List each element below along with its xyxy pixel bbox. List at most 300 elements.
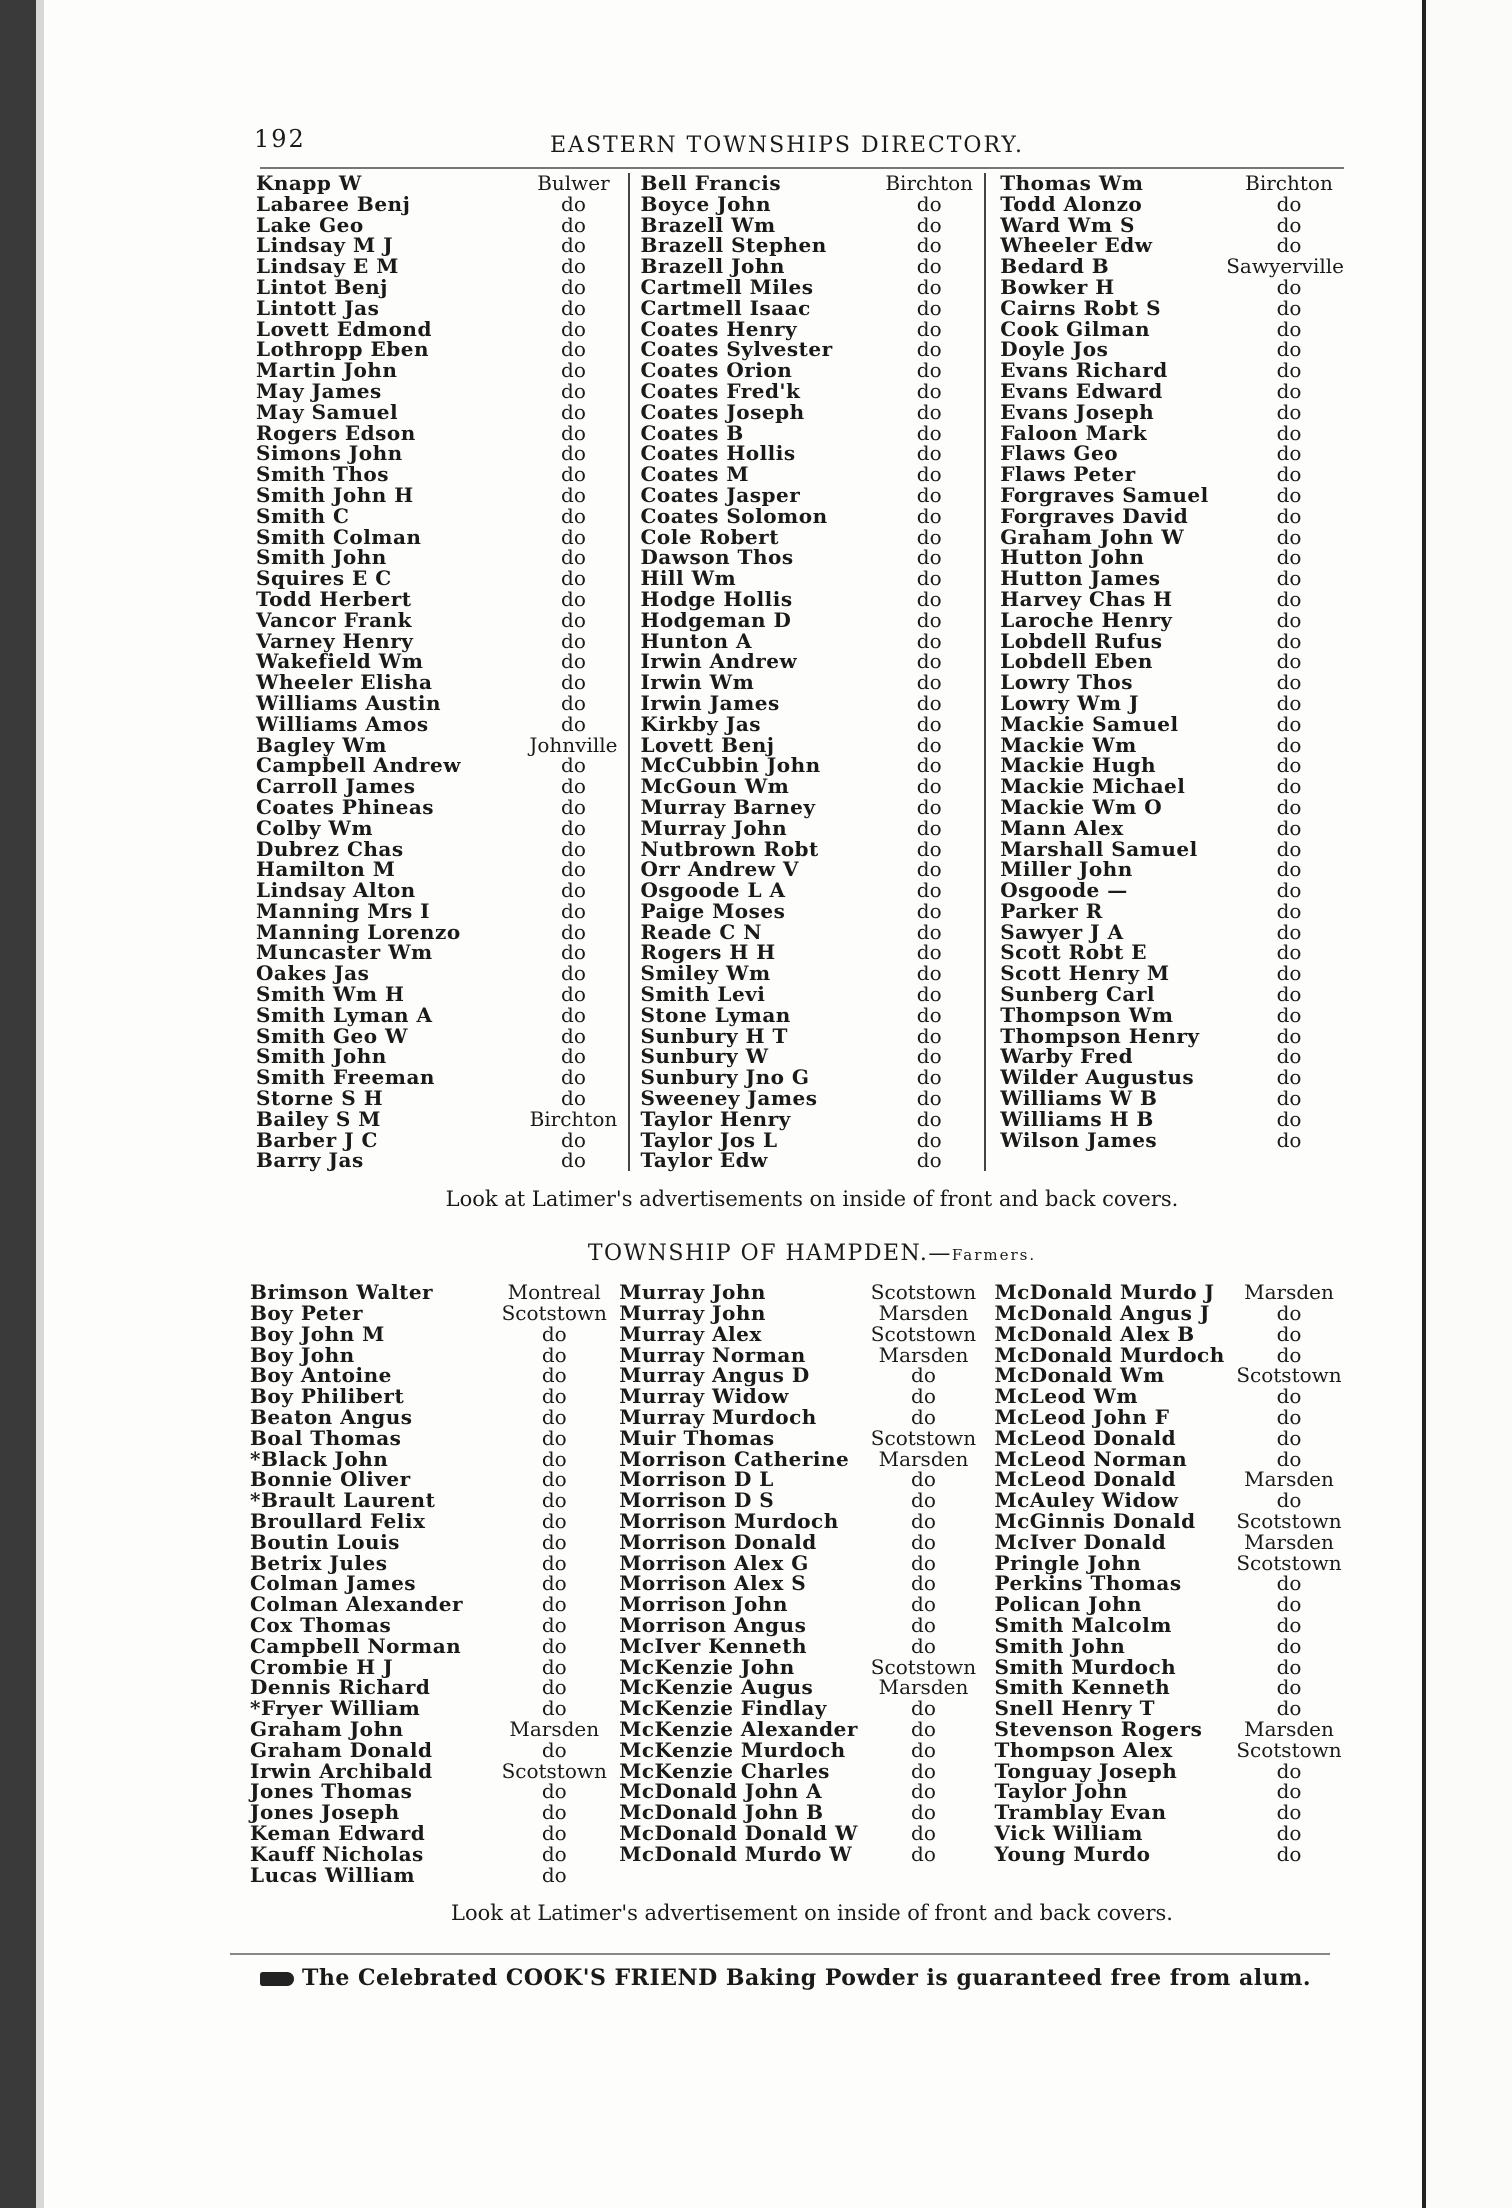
entry-place: do (541, 1321, 567, 1346)
entry-name: Dubrez Chas (256, 836, 404, 861)
entry-name: Paige Moses (640, 898, 786, 923)
entry-name: *Brault Laurent (250, 1488, 436, 1513)
entry-place: do (911, 1550, 936, 1575)
entry-place: do (1276, 212, 1302, 237)
directory-entry (1000, 274, 1344, 299)
entry-place: Birchton (1245, 171, 1333, 195)
directory-entry (640, 191, 984, 216)
directory-entry (250, 1758, 609, 1783)
directory-entry (640, 1023, 984, 1048)
directory-entry (256, 836, 628, 861)
entry-name: Brazell Stephen (640, 233, 827, 258)
directory-entry (994, 1550, 1344, 1575)
directory-entry (1000, 880, 1344, 901)
entry-place: do (911, 1613, 936, 1637)
directory-entry (256, 1046, 628, 1067)
entry-place: do (1276, 1405, 1302, 1430)
entry-place: do (916, 233, 942, 258)
directory-entry (1000, 568, 1344, 589)
entry-name: Williams W B (1000, 1086, 1158, 1111)
directory-entry (1000, 776, 1344, 797)
entry-name: Crombie H J (250, 1654, 394, 1679)
directory-entry (640, 607, 984, 632)
directory-entry (994, 1698, 1344, 1719)
entry-name: *Black John (250, 1446, 389, 1471)
entry-name: Broullard Felix (250, 1509, 426, 1534)
entry-name: McLeod Norman (994, 1446, 1188, 1471)
entry-place: Scotstown (1236, 1737, 1342, 1762)
entry-place: do (916, 191, 942, 216)
entry-name: Irwin Andrew (640, 649, 798, 674)
directory-entry (640, 628, 984, 653)
entry-place: do (1276, 358, 1302, 383)
directory-entry (256, 420, 628, 445)
entry-place: do (561, 1044, 586, 1069)
entry-name: Pringle John (994, 1550, 1142, 1575)
entry-name: Murray John (619, 1280, 766, 1305)
entry-place: do (911, 1779, 936, 1804)
directory-entry (640, 672, 984, 693)
entry-place: do (541, 1862, 567, 1887)
directory-entry (640, 711, 984, 736)
entry-name: Smith John (994, 1633, 1126, 1658)
entry-place: do (561, 711, 586, 736)
entry-name: Varney Henry (256, 628, 414, 653)
entry-name: Orr Andrew V (640, 857, 799, 882)
directory-entry (250, 1781, 609, 1802)
entry-place: do (541, 1654, 567, 1679)
directory-entry (619, 1321, 978, 1346)
entry-place: do (561, 441, 586, 466)
entry-place: do (916, 940, 942, 965)
directory-entry (256, 212, 628, 237)
entry-name: Murray Angus D (619, 1363, 810, 1388)
entry-name: Muncaster Wm (256, 940, 433, 965)
section-subtitle: Farmers. (951, 1246, 1037, 1265)
entry-name: Flaws Peter (1000, 462, 1136, 487)
entry-name: Taylor John (994, 1779, 1128, 1804)
entry-name: Rogers Edson (256, 420, 416, 445)
entry-name: Martin John (256, 358, 398, 383)
entry-place: do (561, 316, 586, 341)
directory-entry (994, 1654, 1344, 1679)
entry-name: Bedard B (1000, 254, 1110, 279)
next-page-edge (1422, 0, 1512, 2208)
entry-name: Thomas Wm (1000, 171, 1144, 195)
entry-name: May James (256, 378, 382, 403)
entry-name: Lothropp Eben (256, 337, 429, 362)
entry-name: Lobdell Rufus (1000, 628, 1163, 653)
directory-entry (994, 1802, 1344, 1823)
entry-place: do (561, 649, 586, 674)
entry-name: Colman Alexander (250, 1592, 463, 1617)
entry-name: Coates Orion (640, 358, 793, 383)
directory-entry (250, 1594, 609, 1615)
entry-place: do (541, 1550, 567, 1575)
entry-name: Graham John W (1000, 524, 1185, 549)
entry-name: McKenzie John (619, 1654, 795, 1679)
entry-name: McLeod Donald (994, 1467, 1177, 1492)
entry-name: Murray Norman (619, 1342, 806, 1367)
directory-entry (994, 1633, 1344, 1658)
entry-name: Morrison Catherine (619, 1446, 850, 1471)
entry-name: Smith Thos (256, 462, 389, 487)
entry-name: Hutton James (1000, 566, 1161, 591)
directory-entry (256, 256, 628, 277)
entry-place: do (541, 1363, 567, 1388)
directory-entry (1000, 1088, 1344, 1109)
directory-entry (640, 503, 984, 528)
directory-entry (619, 1737, 978, 1762)
entry-name: Cairns Robt S (1000, 295, 1162, 320)
directory-entry (256, 399, 628, 424)
directory-entry (256, 339, 628, 360)
entry-place: do (1276, 1675, 1302, 1700)
entry-place: do (1276, 607, 1302, 632)
directory-entry (619, 1820, 978, 1845)
directory-entry (256, 1067, 628, 1088)
directory-entry (619, 1841, 978, 1866)
entry-place: Scotstown (870, 1280, 977, 1305)
entry-place: do (1276, 628, 1302, 653)
entry-name: Ward Wm S (1000, 212, 1135, 237)
entry-name: Sunbury W (640, 1044, 769, 1069)
entry-place: do (1276, 982, 1302, 1007)
directory-entry (640, 1127, 984, 1152)
entry-name: Scott Henry M (1000, 961, 1170, 986)
entry-place: do (911, 1758, 936, 1783)
entry-place: do (916, 482, 942, 507)
entry-name: Scott Robt E (1000, 940, 1148, 965)
entry-place: do (1276, 233, 1302, 258)
entry-place: do (1276, 649, 1302, 674)
directory-entry (640, 235, 984, 256)
entry-name: Lowry Wm J (1000, 690, 1140, 715)
entry-place: do (1276, 836, 1302, 861)
entry-name: Polican John (994, 1592, 1143, 1617)
directory-entry (1000, 212, 1344, 237)
entry-name: Boy Peter (250, 1301, 364, 1326)
entry-name: Smith Lyman A (256, 1002, 433, 1027)
entry-name: Smith Colman (256, 524, 422, 549)
entry-place: do (1276, 1425, 1302, 1450)
entry-place: do (541, 1841, 567, 1866)
directory-entry (994, 1490, 1344, 1511)
entry-place: do (916, 1023, 942, 1048)
entry-place: do (911, 1488, 936, 1513)
entry-name: Lovett Edmond (256, 316, 432, 341)
directory-entry (250, 1365, 609, 1386)
entry-place: do (1276, 1800, 1302, 1825)
directory-entry (250, 1321, 609, 1346)
entry-place: do (911, 1509, 936, 1534)
entry-place: do (561, 940, 586, 965)
directory-entry (1000, 815, 1344, 840)
entry-place: do (1276, 1758, 1302, 1783)
entry-place: do (1276, 316, 1302, 341)
entry-place: do (916, 254, 942, 279)
directory-entry (256, 1106, 628, 1131)
entry-name: Manning Mrs I (256, 898, 431, 923)
entry-name: Campbell Andrew (256, 753, 461, 778)
entry-place: do (1276, 1820, 1302, 1845)
entry-name: Wheeler Edw (1000, 233, 1153, 258)
directory-entry (250, 1550, 609, 1575)
directory-entry (1000, 1067, 1344, 1088)
directory-entry (1000, 672, 1344, 693)
entry-place: do (911, 1384, 936, 1409)
directory-entry (256, 547, 628, 568)
entry-place: do (561, 191, 586, 216)
directory-entry (256, 482, 628, 507)
entry-name: Smith Wm H (256, 982, 405, 1007)
directory-entry (256, 732, 628, 757)
entry-name: Taylor Jos L (640, 1127, 778, 1152)
entry-place: do (916, 524, 942, 549)
entry-place: do (1276, 1127, 1302, 1152)
directory-entry (256, 776, 628, 797)
entry-place: do (561, 836, 586, 861)
entry-name: Mackie Wm O (1000, 794, 1163, 819)
entry-place: do (916, 295, 942, 320)
entry-place: do (916, 732, 942, 757)
directory-entry (256, 880, 628, 901)
entry-name: Williams Amos (256, 711, 429, 736)
directory-entry (256, 568, 628, 589)
directory-entry (994, 1529, 1344, 1554)
entry-place: do (1276, 1841, 1302, 1866)
directory-entry (994, 1737, 1344, 1762)
entry-place: do (1276, 524, 1302, 549)
directory-entry (994, 1820, 1344, 1845)
directory-entry (1000, 794, 1344, 819)
advertisement-note-1: Look at Latimer's advertisements on inside of front and back covers. (445, 1187, 1179, 1212)
directory-entry (1000, 963, 1344, 984)
entry-name: Irwin Archibald (250, 1758, 433, 1783)
directory-entry (619, 1716, 978, 1741)
entry-name: McDonald Wm (994, 1363, 1165, 1388)
directory-entry (256, 607, 628, 632)
entry-name: Morrison Donald (619, 1529, 817, 1554)
entry-place: do (561, 628, 586, 653)
entry-place: do (561, 1023, 586, 1048)
entry-place: do (916, 649, 942, 674)
directory-entry (640, 399, 984, 424)
directory-entry (640, 378, 984, 403)
entry-name: Coates Henry (640, 316, 798, 341)
entry-name: Colman James (250, 1571, 417, 1596)
entry-place: do (916, 1065, 942, 1090)
entry-place: do (561, 1065, 586, 1090)
directory-entry (640, 586, 984, 611)
directory-entry (250, 1862, 609, 1887)
entry-place: do (541, 1529, 567, 1554)
entry-name: Mackie Samuel (1000, 711, 1179, 736)
entry-place: do (1276, 274, 1302, 299)
entry-name: Coates M (640, 462, 749, 487)
directory-entry (1000, 628, 1344, 653)
entry-name: Snell Henry T (994, 1696, 1156, 1721)
entry-place: do (911, 1467, 936, 1492)
entry-name: McAuley Widow (994, 1488, 1179, 1513)
directory-entry (250, 1386, 609, 1407)
directory-entry (1000, 919, 1344, 944)
directory-entry (1000, 547, 1344, 568)
directory-entry (640, 1088, 984, 1109)
entry-place: do (1276, 919, 1302, 944)
directory-entry (250, 1469, 609, 1490)
entry-place: Marsden (878, 1301, 969, 1326)
directory-entry (640, 1002, 984, 1027)
directory-entry (250, 1737, 609, 1762)
directory-entry (256, 503, 628, 528)
directory-entry (640, 755, 984, 776)
directory-entry (640, 256, 984, 277)
directory-entry (250, 1802, 609, 1823)
directory-entry (619, 1529, 978, 1554)
entry-place: do (1276, 732, 1302, 757)
entry-place: do (1276, 1044, 1302, 1069)
entry-place: do (916, 441, 942, 466)
entry-name: Smith Geo W (256, 1023, 409, 1048)
binding-edge (0, 0, 36, 2208)
entry-place: do (916, 316, 942, 341)
entry-name: Smith John (256, 1044, 387, 1069)
directory-entry (256, 942, 628, 963)
directory-entry (619, 1407, 978, 1428)
entry-name: McKenzie Augus (619, 1675, 814, 1700)
directory-entry (250, 1841, 609, 1866)
entry-name: Storne S H (256, 1086, 384, 1111)
entry-place: do (561, 857, 586, 882)
entry-name: Lake Geo (256, 212, 364, 237)
entry-place: do (561, 878, 586, 903)
directory-entry (256, 984, 628, 1005)
directory-entry (256, 235, 628, 256)
entry-name: Wheeler Elisha (256, 670, 433, 695)
entry-name: Murray Murdoch (619, 1405, 817, 1430)
entry-name: McKenzie Murdoch (619, 1737, 846, 1762)
entry-place: do (561, 399, 586, 424)
entry-place: do (916, 711, 942, 736)
entry-name: Lintott Jas (256, 295, 380, 320)
entry-place: do (1276, 545, 1302, 570)
entry-name: Mackie Wm (1000, 732, 1137, 757)
entry-place: do (561, 815, 586, 840)
entry-place: do (916, 378, 942, 403)
entry-name: Murray Widow (619, 1384, 789, 1409)
entry-name: Doyle Jos (1000, 337, 1109, 362)
entry-name: Simons John (256, 441, 403, 466)
entry-name: Jones Thomas (250, 1779, 413, 1804)
entry-place: Montreal (507, 1280, 601, 1305)
directory-entry (619, 1758, 978, 1783)
entry-name: Todd Herbert (256, 586, 412, 611)
directory-entry (1000, 898, 1344, 923)
entry-place: do (561, 1002, 586, 1027)
entry-place: Birchton (529, 1106, 618, 1131)
entry-place: do (1276, 1065, 1302, 1090)
entry-place: Scotstown (1236, 1550, 1342, 1575)
entry-name: Todd Alonzo (1000, 191, 1143, 216)
entry-place: do (1276, 1633, 1302, 1658)
entry-place: do (916, 774, 942, 799)
directory-entry (256, 524, 628, 549)
entry-place: do (1276, 295, 1302, 320)
directory-entry (994, 1342, 1344, 1367)
directory-entry (619, 1677, 978, 1698)
directory-entry (640, 360, 984, 381)
entry-place: do (916, 212, 942, 237)
entry-name: May Samuel (256, 399, 399, 424)
entry-name: Manning Lorenzo (256, 919, 461, 944)
entry-name: Young Murdo (994, 1841, 1151, 1866)
entry-place: do (1276, 794, 1302, 819)
entry-name: McDonald John A (619, 1779, 823, 1804)
entry-place: Marsden (1244, 1716, 1334, 1741)
entry-name: Coates Solomon (640, 503, 828, 528)
entry-name: Barry Jas (256, 1148, 364, 1173)
entry-place: do (1276, 1613, 1302, 1637)
directory-entry (640, 836, 984, 861)
entry-place: Johnville (529, 732, 618, 757)
entry-name: Knapp W (256, 171, 362, 195)
entry-name: Evans Joseph (1000, 399, 1155, 424)
entry-name: Williams H B (1000, 1106, 1154, 1131)
entry-name: Murray John (640, 815, 788, 840)
entry-place: do (911, 1405, 936, 1430)
page-number: 192 (254, 125, 306, 153)
entry-name: Morrison Murdoch (619, 1509, 839, 1534)
entry-place: Bulwer (537, 171, 610, 195)
entry-name: Coates B (640, 420, 744, 445)
directory-entry (1000, 1002, 1344, 1027)
entry-place: do (541, 1509, 567, 1534)
entry-place: do (1276, 1321, 1302, 1346)
directory-entry (1000, 1046, 1344, 1067)
running-title: EASTERN TOWNSHIPS DIRECTORY. (550, 133, 1025, 158)
entry-place: do (541, 1779, 567, 1804)
directory-entry (250, 1282, 609, 1303)
directory-entry (619, 1386, 978, 1407)
entry-name: Sawyer J A (1000, 919, 1124, 944)
directory-entry (256, 1088, 628, 1109)
entry-name: Morrison Alex S (619, 1571, 807, 1596)
entry-place: do (1276, 1654, 1302, 1679)
entry-name: Boy John M (250, 1321, 385, 1346)
directory-entry (994, 1365, 1344, 1386)
entry-name: Lowry Thos (1000, 670, 1133, 695)
entry-place: do (561, 212, 586, 237)
entry-place: do (561, 295, 586, 320)
directory-entry (619, 1781, 978, 1802)
entry-place: do (541, 1384, 567, 1409)
directory-entry (619, 1282, 978, 1303)
entry-place: do (561, 982, 586, 1007)
entry-place: do (541, 1820, 567, 1845)
directory-entry (619, 1698, 978, 1719)
directory-entry (256, 859, 628, 880)
entry-name: Lobdell Eben (1000, 649, 1153, 674)
entry-place: do (916, 961, 942, 986)
entry-name: Barber J C (256, 1127, 378, 1152)
directory-page (240, 115, 1344, 1991)
entry-name: Cox Thomas (250, 1613, 392, 1637)
entry-place: do (561, 794, 586, 819)
section1-column-1 (240, 173, 628, 1171)
entry-name: Smith Malcolm (994, 1613, 1172, 1637)
entry-place: do (1276, 1571, 1302, 1596)
